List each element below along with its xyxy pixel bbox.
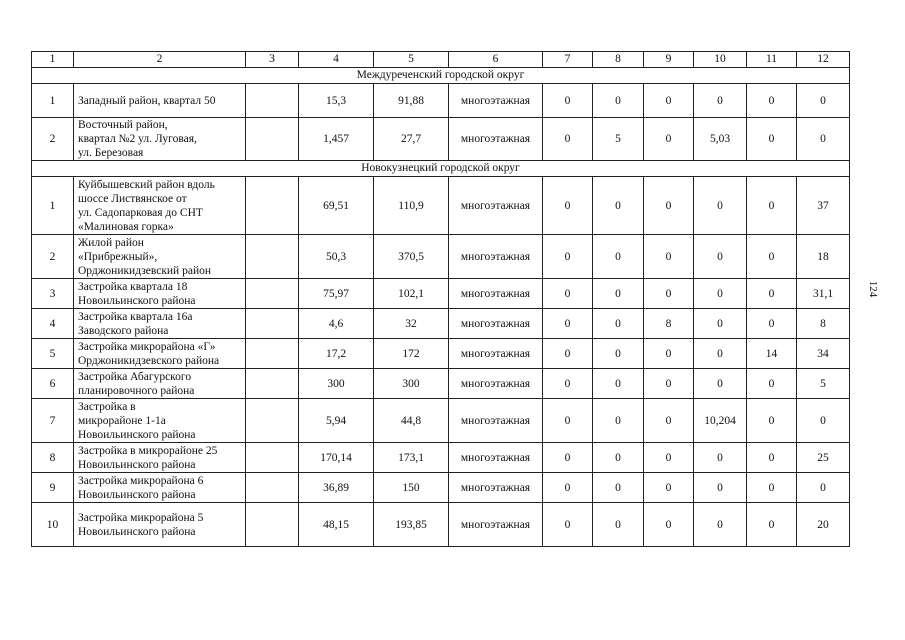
table-cell: 0 bbox=[593, 177, 644, 235]
column-number-cell: 12 bbox=[797, 52, 850, 68]
table-cell: 75,97 bbox=[299, 279, 374, 309]
table-row bbox=[32, 503, 850, 547]
table-cell: 9 bbox=[32, 473, 74, 503]
table-cell: 1 bbox=[32, 177, 74, 235]
table-cell: 173,1 bbox=[374, 443, 449, 473]
column-number-cell: 3 bbox=[246, 52, 299, 68]
table-cell: 0 bbox=[694, 443, 747, 473]
section-title: Новокузнецкий городской округ bbox=[32, 161, 850, 177]
table-cell: 17,2 bbox=[299, 339, 374, 369]
table-cell: 0 bbox=[747, 369, 797, 399]
table-cell: 0 bbox=[694, 84, 747, 118]
table-cell: 7 bbox=[32, 399, 74, 443]
table-cell: 300 bbox=[374, 369, 449, 399]
table-cell bbox=[246, 84, 299, 118]
table-cell: 0 bbox=[747, 279, 797, 309]
table-cell: 0 bbox=[543, 118, 593, 161]
object-name-cell: Куйбышевский район вдоль шоссе Листвянское от ул. Садопарковая до СНТ «Малиновая горка» bbox=[74, 177, 246, 235]
table-cell: 0 bbox=[797, 118, 850, 161]
table-cell: 0 bbox=[747, 84, 797, 118]
table-cell: 193,85 bbox=[374, 503, 449, 547]
table-cell: 18 bbox=[797, 235, 850, 279]
table-cell: 0 bbox=[644, 443, 694, 473]
table-cell: многоэтажная bbox=[449, 339, 543, 369]
object-name-cell: Застройка квартала 18 Новоильинского района bbox=[74, 279, 246, 309]
table-row bbox=[32, 177, 850, 235]
table-cell: 69,51 bbox=[299, 177, 374, 235]
column-number-cell: 1 bbox=[32, 52, 74, 68]
table-cell bbox=[246, 339, 299, 369]
object-name-cell: Застройка в микрорайоне 1-1а Новоильинского района bbox=[74, 399, 246, 443]
table-cell: 0 bbox=[593, 473, 644, 503]
object-name-cell: Застройка квартала 16а Заводского района bbox=[74, 309, 246, 339]
table-row bbox=[32, 473, 850, 503]
table-cell: 0 bbox=[747, 443, 797, 473]
column-number-row bbox=[32, 52, 850, 68]
table-cell bbox=[246, 279, 299, 309]
table-cell: 0 bbox=[543, 235, 593, 279]
table-cell: 0 bbox=[543, 399, 593, 443]
table-cell: 0 bbox=[694, 503, 747, 547]
housing-construction-table bbox=[31, 51, 850, 547]
table-cell: 370,5 bbox=[374, 235, 449, 279]
table-cell: 0 bbox=[644, 235, 694, 279]
column-number-cell: 5 bbox=[374, 52, 449, 68]
table-cell: 0 bbox=[747, 309, 797, 339]
table-cell: 0 bbox=[694, 279, 747, 309]
table-cell: 0 bbox=[593, 503, 644, 547]
table-cell: многоэтажная bbox=[449, 177, 543, 235]
table-cell: 0 bbox=[593, 84, 644, 118]
table-cell: 0 bbox=[644, 503, 694, 547]
table-cell: 0 bbox=[797, 473, 850, 503]
table-cell bbox=[246, 177, 299, 235]
table-row bbox=[32, 369, 850, 399]
object-name-cell: Застройка микрорайона «Г» Орджоникидзевского района bbox=[74, 339, 246, 369]
table-cell: 0 bbox=[593, 443, 644, 473]
table-cell: 10 bbox=[32, 503, 74, 547]
table-cell: 150 bbox=[374, 473, 449, 503]
table-cell: 8 bbox=[797, 309, 850, 339]
table-row bbox=[32, 443, 850, 473]
column-number-cell: 11 bbox=[747, 52, 797, 68]
table-cell: 0 bbox=[543, 279, 593, 309]
section-title: Междуреченский городской округ bbox=[32, 68, 850, 84]
table-row bbox=[32, 279, 850, 309]
table-cell: 0 bbox=[694, 369, 747, 399]
table-cell: 0 bbox=[644, 279, 694, 309]
object-name-cell: Застройка в микрорайоне 25 Новоильинского района bbox=[74, 443, 246, 473]
column-number-cell: 8 bbox=[593, 52, 644, 68]
table-cell: 0 bbox=[543, 309, 593, 339]
table-cell: 0 bbox=[644, 118, 694, 161]
table-cell bbox=[246, 118, 299, 161]
table-cell: 170,14 bbox=[299, 443, 374, 473]
table-cell: 0 bbox=[593, 235, 644, 279]
object-name-cell: Застройка микрорайона 5 Новоильинского района bbox=[74, 503, 246, 547]
table-cell: 3 bbox=[32, 279, 74, 309]
table-cell: 5 bbox=[32, 339, 74, 369]
object-name-cell: Застройка микрорайона 6 Новоильинского района bbox=[74, 473, 246, 503]
table-row bbox=[32, 339, 850, 369]
table-cell: 0 bbox=[694, 339, 747, 369]
object-name-cell: Жилой район «Прибрежный», Орджоникидзевский район bbox=[74, 235, 246, 279]
table-cell: 300 bbox=[299, 369, 374, 399]
table-cell: 0 bbox=[593, 399, 644, 443]
table-cell: многоэтажная bbox=[449, 399, 543, 443]
table-cell: 6 bbox=[32, 369, 74, 399]
column-number-cell: 6 bbox=[449, 52, 543, 68]
table-cell: 172 bbox=[374, 339, 449, 369]
table-row bbox=[32, 84, 850, 118]
table-cell: 14 bbox=[747, 339, 797, 369]
table-cell: 0 bbox=[644, 84, 694, 118]
table-cell: 0 bbox=[543, 177, 593, 235]
table-cell bbox=[246, 235, 299, 279]
table-cell: 1,457 bbox=[299, 118, 374, 161]
column-number-cell: 9 bbox=[644, 52, 694, 68]
table-cell: 5,03 bbox=[694, 118, 747, 161]
table-cell: 2 bbox=[32, 118, 74, 161]
table-cell: 0 bbox=[694, 235, 747, 279]
table-cell: 44,8 bbox=[374, 399, 449, 443]
table-cell: 5 bbox=[797, 369, 850, 399]
object-name-cell: Восточный район, квартал №2 ул. Луговая, ул. Березовая bbox=[74, 118, 246, 161]
table-cell: 0 bbox=[694, 177, 747, 235]
table-cell: 110,9 bbox=[374, 177, 449, 235]
table-cell: 91,88 bbox=[374, 84, 449, 118]
table-cell: 50,3 bbox=[299, 235, 374, 279]
table-cell: 0 bbox=[644, 177, 694, 235]
table-cell: 0 bbox=[543, 339, 593, 369]
table-cell: 4 bbox=[32, 309, 74, 339]
table-body bbox=[32, 52, 850, 547]
table-cell: 5 bbox=[593, 118, 644, 161]
table-cell: 10,204 bbox=[694, 399, 747, 443]
table-cell bbox=[246, 473, 299, 503]
table-cell: многоэтажная bbox=[449, 279, 543, 309]
table-cell: многоэтажная bbox=[449, 443, 543, 473]
table-cell: 0 bbox=[797, 84, 850, 118]
table-cell: 0 bbox=[644, 339, 694, 369]
table-cell: 31,1 bbox=[797, 279, 850, 309]
column-number-cell: 4 bbox=[299, 52, 374, 68]
table-cell: многоэтажная bbox=[449, 118, 543, 161]
table-cell: 0 bbox=[644, 473, 694, 503]
column-number-cell: 7 bbox=[543, 52, 593, 68]
table-cell: многоэтажная bbox=[449, 369, 543, 399]
table-cell bbox=[246, 503, 299, 547]
column-number-cell: 2 bbox=[74, 52, 246, 68]
table-cell: 0 bbox=[543, 443, 593, 473]
table-cell: 48,15 bbox=[299, 503, 374, 547]
table-cell: 0 bbox=[694, 473, 747, 503]
table-cell: 2 bbox=[32, 235, 74, 279]
column-number-cell: 10 bbox=[694, 52, 747, 68]
table-cell: 27,7 bbox=[374, 118, 449, 161]
section-header-row bbox=[32, 68, 850, 84]
table-cell: многоэтажная bbox=[449, 309, 543, 339]
table-cell: 0 bbox=[747, 473, 797, 503]
table-cell: 8 bbox=[32, 443, 74, 473]
page-number: 124 bbox=[867, 280, 879, 298]
table-cell: 25 bbox=[797, 443, 850, 473]
object-name-cell: Западный район, квартал 50 bbox=[74, 84, 246, 118]
table-cell: многоэтажная bbox=[449, 235, 543, 279]
table-cell: 0 bbox=[747, 399, 797, 443]
table-cell: 0 bbox=[593, 369, 644, 399]
table-cell: 0 bbox=[593, 339, 644, 369]
table-cell: 0 bbox=[543, 473, 593, 503]
table-cell: 0 bbox=[694, 309, 747, 339]
table-cell: 0 bbox=[543, 84, 593, 118]
table-cell: 4,6 bbox=[299, 309, 374, 339]
table-cell: 0 bbox=[797, 399, 850, 443]
table-row bbox=[32, 399, 850, 443]
table-cell: многоэтажная bbox=[449, 84, 543, 118]
table-cell: 0 bbox=[543, 369, 593, 399]
table-cell: 34 bbox=[797, 339, 850, 369]
table-cell: 0 bbox=[593, 309, 644, 339]
table-cell: многоэтажная bbox=[449, 473, 543, 503]
table-cell bbox=[246, 309, 299, 339]
table-cell: 15,3 bbox=[299, 84, 374, 118]
table-cell bbox=[246, 443, 299, 473]
table-cell: 0 bbox=[747, 235, 797, 279]
table-cell: 0 bbox=[747, 503, 797, 547]
section-header-row bbox=[32, 161, 850, 177]
table-cell: 0 bbox=[543, 503, 593, 547]
table-cell: 1 bbox=[32, 84, 74, 118]
table-row bbox=[32, 118, 850, 161]
table-cell bbox=[246, 399, 299, 443]
table-cell: многоэтажная bbox=[449, 503, 543, 547]
table-cell: 5,94 bbox=[299, 399, 374, 443]
table-cell: 36,89 bbox=[299, 473, 374, 503]
table-cell: 102,1 bbox=[374, 279, 449, 309]
table-cell: 37 bbox=[797, 177, 850, 235]
table-row bbox=[32, 235, 850, 279]
object-name-cell: Застройка Абагурского планировочного района bbox=[74, 369, 246, 399]
table-cell: 8 bbox=[644, 309, 694, 339]
table-cell: 0 bbox=[644, 369, 694, 399]
table-cell: 0 bbox=[644, 399, 694, 443]
table-row bbox=[32, 309, 850, 339]
table-cell: 0 bbox=[593, 279, 644, 309]
table-cell: 20 bbox=[797, 503, 850, 547]
table-cell: 0 bbox=[747, 118, 797, 161]
table-cell bbox=[246, 369, 299, 399]
table-cell: 32 bbox=[374, 309, 449, 339]
table-cell: 0 bbox=[747, 177, 797, 235]
